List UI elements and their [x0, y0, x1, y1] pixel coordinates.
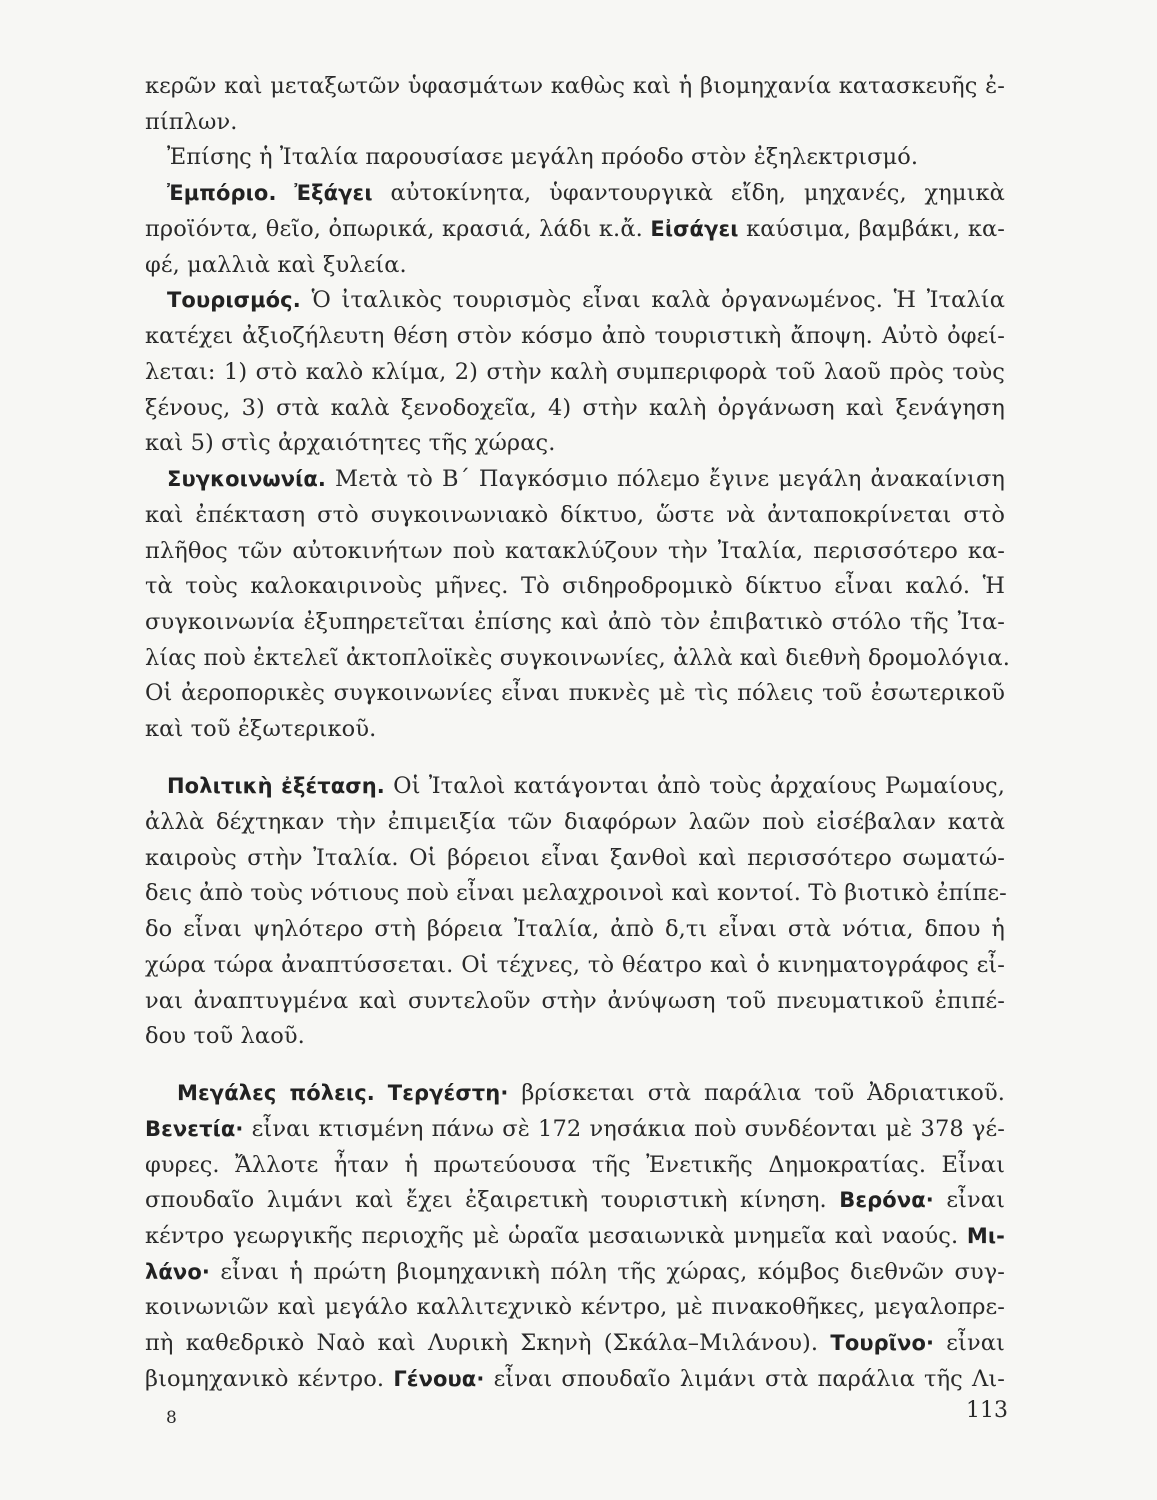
text-line: κοινωνιῶν καὶ μεγάλο καλλιτεχνικὸ κέντρο, μὲ πινακοθῆκες, μεγαλοπρε-	[145, 1294, 1005, 1320]
section-heading: Πολιτικὴ ἐξέταση.	[167, 774, 385, 798]
section-transport: Συγκοινωνία. Μετὰ τὸ Β΄ Παγκόσμιο πόλεμο ἔγινε μεγάλη ἀνακαίνιση	[167, 466, 1005, 492]
text-line: πὴ καθεδρικὸ Ναὸ καὶ Λυρικὴ Σκηνὴ (Σκάλα–Μιλάνου). Τουρῖνο· εἶναι	[145, 1330, 1005, 1356]
keyword: Ἐξάγει	[294, 181, 373, 205]
text-line: ναι ἀναπτυγμένα καὶ συντελοῦν στὴν ἀνύψωση τοῦ πνευματικοῦ ἐπιπέ-	[145, 988, 1005, 1014]
city-name: Τεργέστη·	[387, 1081, 509, 1105]
city-name: Τουρῖνο·	[830, 1331, 935, 1355]
text-line: λίας ποὺ ἐκτελεῖ ἀκτοπλοϊκὲς συγκοινωνίες, ἀλλὰ καὶ διεθνὴ δρομολόγια.	[145, 645, 1010, 671]
text-line: πλῆθος τῶν αὐτοκινήτων ποὺ κατακλύζουν τὴν Ἰταλία, περισσότερο κα-	[145, 538, 1005, 564]
text-line: Βενετία· εἶναι κτισμένη πάνω σὲ 172 νησάκια ποὺ συνδέονται μὲ 378 γέ-	[145, 1116, 1005, 1142]
text-line: βιομηχανικὸ κέντρο. Γένουα· εἶναι σπουδαῖο λιμάνι στὰ παράλια τῆς Λι-	[145, 1366, 1005, 1392]
section-politics: Πολιτικὴ ἐξέταση. Οἱ Ἰταλοὶ κατάγονται ἀπὸ τοὺς ἀρχαίους Ρωμαίους,	[167, 773, 1005, 799]
text-line: καὶ τοῦ ἐξωτερικοῦ.	[145, 716, 377, 742]
keyword: Εἰσάγει	[650, 217, 739, 241]
city-name: λάνο·	[145, 1260, 210, 1284]
text-line: χώρα τώρα ἀναπτύσσεται. Οἱ τέχνες, τὸ θέατρο καὶ ὁ κινηματογράφος εἶ-	[145, 952, 1005, 978]
text-line: δο εἶναι ψηλότερο στὴ βόρεια Ἰταλία, ἀπὸ δ,τι εἶναι στὰ νότια, δπου ἡ	[145, 916, 1005, 942]
text-line: φέ, μαλλιὰ καὶ ξυλεία.	[145, 252, 407, 278]
section-tourism: Τουρισμός. Ὁ ἰταλικὸς τουρισμὸς εἶναι καλὰ ὀργανωμένος. Ἡ Ἰταλία	[167, 287, 1005, 313]
section-commerce: Ἐμπόριο. Ἐξάγει αὐτοκίνητα, ὑφαντουργικὰ εἴδη, μηχανές, χημικὰ	[167, 180, 1005, 206]
city-name: Μι-	[966, 1224, 1005, 1248]
text-line: Ἐπίσης ἡ Ἰταλία παρουσίασε μεγάλη πρόοδο στὸν ἐξηλεκτρισμό.	[167, 144, 919, 170]
section-heading: Τουρισμός.	[167, 288, 301, 312]
city-name: Βενετία·	[145, 1117, 244, 1141]
text-line: κατέχει ἀξιοζήλευτη θέση στὸν κόσμο ἀπὸ τουριστικὴ ἄποψη. Αὐτὸ ὀφεί-	[145, 323, 1005, 349]
text-line: Οἱ ἀεροπορικὲς συγκοινωνίες εἶναι πυκνὲς μὲ τὶς πόλεις τοῦ ἐσωτερικοῦ	[145, 680, 1005, 706]
text-line: προϊόντα, θεῖο, ὀπωρικά, κρασιά, λάδι κ.ἄ. Εἰσάγει καύσιμα, βαμβάκι, κα-	[145, 216, 1005, 242]
section-heading: Μεγάλες πόλεις.	[177, 1081, 375, 1105]
text-line: πίπλων.	[145, 109, 238, 135]
section-heading: Συγκοινωνία.	[167, 467, 327, 491]
text-line: δου τοῦ λαοῦ.	[145, 1023, 305, 1049]
section-heading: Ἐμπόριο.	[167, 181, 277, 205]
city-name: Γένουα·	[393, 1367, 485, 1391]
text-line: ξένους, 3) στὰ καλὰ ξενοδοχεῖα, 4) στὴν καλὴ ὀργάνωση καὶ ξενάγηση	[145, 395, 1005, 421]
text-line: δεις ἀπὸ τοὺς νότιους ποὺ εἶναι μελαχροινοὶ καὶ κοντοί. Τὸ βιοτικὸ ἐπίπε-	[145, 880, 1007, 906]
text-line: καὶ 5) στὶς ἀρχαιότητες τῆς χώρας.	[145, 430, 556, 456]
text-line: τὰ τοὺς καλοκαιρινοὺς μῆνες. Τὸ σιδηροδρομικὸ δίκτυο εἶναι καλό. Ἡ	[145, 573, 1005, 599]
text-line: φυρες. Ἄλλοτε ἦταν ἡ πρωτεύουσα τῆς Ἐνετικῆς Δημοκρατίας. Εἶναι	[145, 1152, 1005, 1178]
text-line: κέντρο γεωργικῆς περιοχῆς μὲ ὡραῖα μεσαιωνικὰ μνημεῖα καὶ ναούς. Μι-	[145, 1223, 1005, 1249]
city-name: Βερόνα·	[839, 1188, 934, 1212]
section-cities: Μεγάλες πόλεις. Τεργέστη· βρίσκεται στὰ παράλια τοῦ Ἀδριατικοῦ.	[177, 1080, 1005, 1106]
text-line: συγκοινωνία ἐξυπηρετεῖται ἐπίσης καὶ ἀπὸ τὸν ἐπιβατικὸ στόλο τῆς Ἰτα-	[145, 609, 1005, 635]
text-line: ἀλλὰ δέχτηκαν τὴν ἐπιμειξία τῶν διαφόρων λαῶν ποὺ εἰσέβαλαν κατὰ	[145, 809, 1005, 835]
signature-mark: 8	[166, 1408, 177, 1428]
text-line: καὶ ἐπέκταση στὸ συγκοινωνιακὸ δίκτυο, ὥστε νὰ ἀνταποκρίνεται στὸ	[145, 502, 1005, 528]
page-number: 113	[966, 1398, 1008, 1423]
text-line: σπουδαῖο λιμάνι καὶ ἔχει ἐξαιρετικὴ τουριστικὴ κίνηση. Βερόνα· εἶναι	[145, 1187, 1005, 1213]
text-line: λεται: 1) στὸ καλὸ κλίμα, 2) στὴν καλὴ συμπεριφορὰ τοῦ λαοῦ πρὸς τοὺς	[145, 359, 1005, 385]
text-line: λάνο· εἶναι ἡ πρώτη βιομηχανικὴ πόλη τῆς χώρας, κόμβος διεθνῶν συγ-	[145, 1259, 1005, 1285]
text-line: καιροὺς στὴν Ἰταλία. Οἱ βόρειοι εἶναι ξανθοὶ καὶ περισσότερο σωματώ-	[145, 845, 1005, 871]
text-line: κερῶν καὶ μεταξωτῶν ὑφασμάτων καθὼς καὶ ἡ βιομηχανία κατασκευῆς ἐ-	[145, 73, 1005, 99]
